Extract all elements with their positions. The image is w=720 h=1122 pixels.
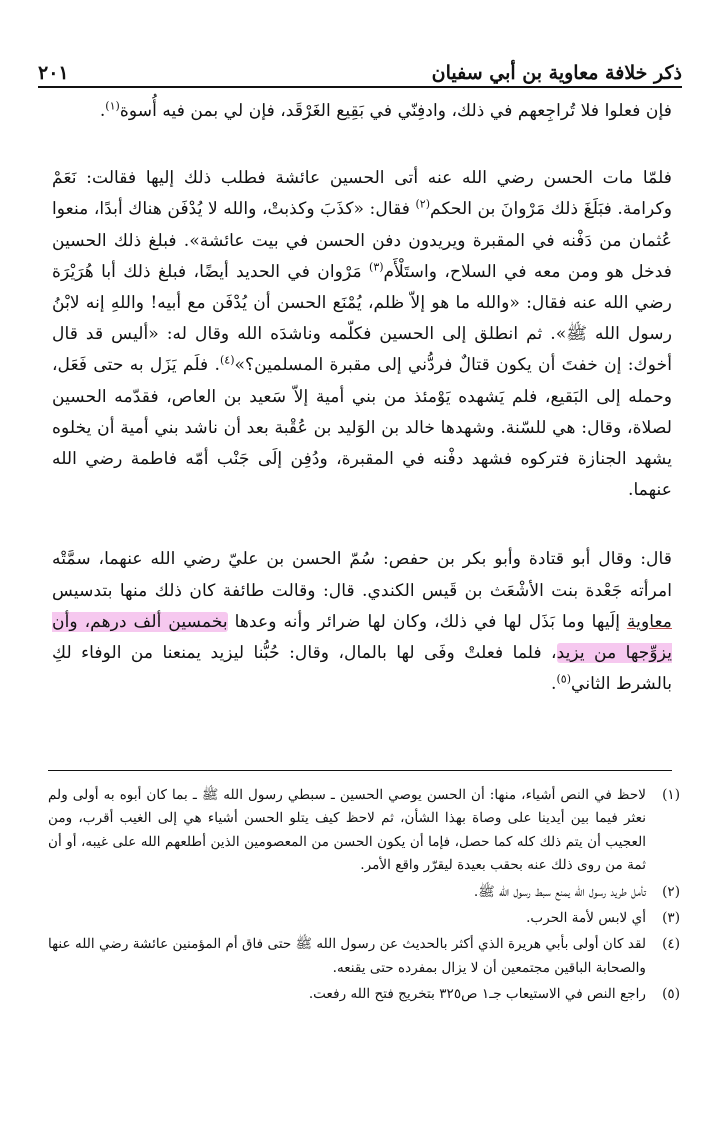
footnote-ref[interactable]: (٥) <box>556 672 572 686</box>
paragraph-1: فإن فعلوا فلا تُراجِعهم في ذلك، وادفِنّي في بَقِيع الغَرْقَد، فإن لي بمن فيه أُسوة$^{(١)}$. <box>99 99 672 121</box>
footnote-text: أي لابس لأمة الحرب. <box>526 910 646 927</box>
footnote-ref[interactable]: (٤) <box>219 353 235 367</box>
footnote-text: تأمل طريد رسول الله يمنع سبط رسول الله ﷺ. <box>473 883 646 900</box>
header-divider <box>38 86 682 88</box>
footnote-number: (٤) <box>662 936 680 953</box>
footnote-ref[interactable]: (٣) <box>369 260 384 274</box>
footnote-text: راجع النص في الاستيعاب جـ١ ص٣٢٥ بتخريج فتح الله رفعت. <box>308 986 646 1003</box>
underlined-name: معاوية <box>626 611 672 632</box>
footnote-ref[interactable]: (١) <box>105 99 120 113</box>
paragraph-2: فلمّا مات الحسن رضي الله عنه أتى الحسين عائشة فطلب ذلك إليها فقالت: نَعَمْ وكرامة. فبَلَغَ ذلك مَرْوانَ بن الحكم$^{(٢)}$ فقال: «كذَبَ وكذبتْ، والله لا يُدْفَن هناك أبدًا، منعوا عُثمان من دَفْنه في المقبرة ويريدون دفن الحسن في بيت عائشة». فبلغ ذلك الحسين فدخل هو ومن معه في السلاح، واستَلْأَم$^{(٣)}$ مَرْوان في الحديد أيضًا، فبلغ ذلك أبا هُرَيْرَة رضي الله عنه فقال: «والله ما هو إلاّ ظلم، يُمْنَع الحسن أن يُدْفَن مع أبيه! واللهِ إنه لابْنُ رسول الله ﷺ». ثم انطلق إلى الحسين فكلّمه وناشدَه الله وقال له: «أليس قد قال أخوك: إن خفتَ أن يكون قتالٌ فردُّني إلى مقبرة المسلمين؟»$^{(٤)}$. فلَم يَزَل به حتى فَعَل، وحمله إلى البَقيع، فلم يَشهده يَوْمئذ من بني أمية إلاّ سَعيد بن العاص، فقدّمه الحسين لصلاة، وقال: هي للسّنة. وشهدها خالد بن الوَليد بن عُقْبة بعد أن ناشد بني أمية أن يخلوه يشهد الجنازة فتركوه فشهد دفْنه في المقبرة، ودُفِن إلَى جَنْب أمّه فاطمة رضي الله عنهما. <box>52 168 672 501</box>
paragraph-3: قال: وقال أبو قتادة وأبو بكر بن حفص: سُمّ الحسن بن عليّ رضي الله عنهما، سمَّتْه امرأته جَعْدة بنت الأشْعَث بن قَيس الكندي. قال: وقالت طائفة كان ذلك منها بتدسيس معاوية إلَيها وما بَذَل لها في ذلك، وكان لها ضرائر وأنه وعدها بخمسين ألف درهم، وأن يزوِّجها من يزيد، فلما فعلتْ وفَى لها بالمال، وقال: حُبُّنا ليزيد يمنعنا من الوفاء لكِ بالشرط الثاني$^{(٥)}$. <box>52 549 672 695</box>
footnote-number: (٥) <box>662 986 680 1003</box>
footnote-item <box>48 933 680 980</box>
header-title: ذكر خلافة معاوية بن أبي سفيان <box>431 62 682 84</box>
footnote-item <box>48 907 680 930</box>
footnotes <box>48 784 680 1010</box>
footnote-divider <box>48 770 672 771</box>
running-header <box>38 52 682 84</box>
footnote-item <box>48 784 680 878</box>
footnote-text: لقد كان أولى بأبي هريرة الذي أكثر بالحديث عن رسول الله ﷺ حتى فاق أم المؤمنين عائشة رضي الله عنها والصحابة الباقين مجتمعين أن لا يزال بمفرده حتى يقنعه. <box>48 936 646 976</box>
footnote-item <box>48 983 680 1006</box>
footnote-number: (٣) <box>662 910 680 927</box>
page-number: ٢٠١ <box>38 62 69 84</box>
footnote-number: (٢) <box>662 883 680 900</box>
highlighted-text: بخمسين ألف درهم، وأن يزوِّجها من يزيد <box>52 611 672 664</box>
footnote-item <box>48 881 680 904</box>
footnote-text: لاحظ في النص أشياء، منها: أن الحسن يوصي الحسين ـ سبطي رسول الله ﷺ ـ بما كان أبوه به أولى ولم نعثر فيما بين أيدينا على وصاة بهذا الشأن، ثم لاحظ كيف يتلو الحسن أشياء هي إلى الغيب أقرب، ومن العجيب أن يتم ذلك كله كما حصل، فإما أن يكون الحسن من المعصومين الذين أطلعهم الله على غيبه، أو أن ثمة من روى ذلك عنه بحقب بعيدة ليقرّر واقع الأمر. <box>48 787 646 874</box>
footnote-number: (١) <box>662 787 680 803</box>
footnote-ref[interactable]: (٢) <box>415 197 430 211</box>
main-text <box>52 96 672 700</box>
